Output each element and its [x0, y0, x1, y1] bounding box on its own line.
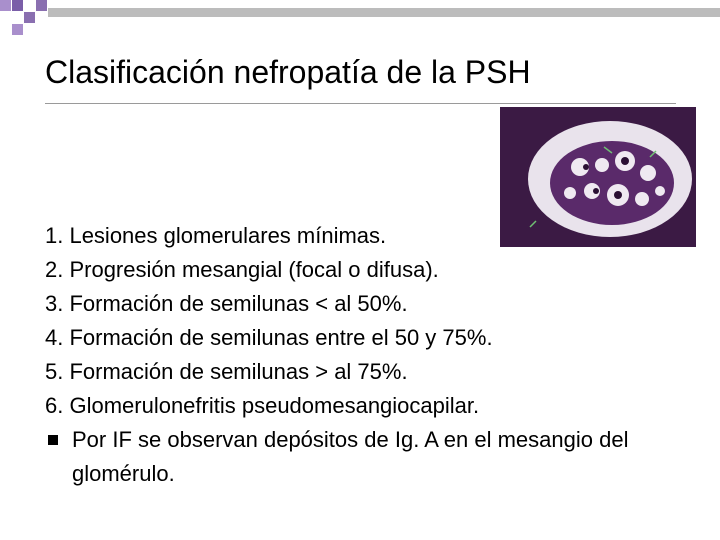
- list-item: 6. Glomerulonefritis pseudomesangiocapilar.: [45, 393, 480, 418]
- list-item: 4. Formación de semilunas entre el 50 y 75%.: [45, 325, 493, 350]
- slide-title: Clasificación nefropatía de la PSH: [45, 54, 531, 90]
- square-bullet-icon: [45, 423, 72, 491]
- list-item: 1. Lesiones glomerulares mínimas.: [45, 223, 387, 248]
- list-item: 5. Formación de semilunas > al 75%.: [45, 359, 408, 384]
- title-underline: [45, 103, 676, 104]
- classification-list: [45, 219, 685, 491]
- header-decor-bar: [48, 8, 720, 17]
- bullet-item: [45, 423, 685, 491]
- list-item: 3. Formación de semilunas < al 50%.: [45, 291, 408, 316]
- list-item: 2. Progresión mesangial (focal o difusa).: [45, 257, 439, 282]
- bullet-item-text: Por IF se observan depósitos de Ig. A en el mesangio del glomérulo.: [72, 427, 629, 486]
